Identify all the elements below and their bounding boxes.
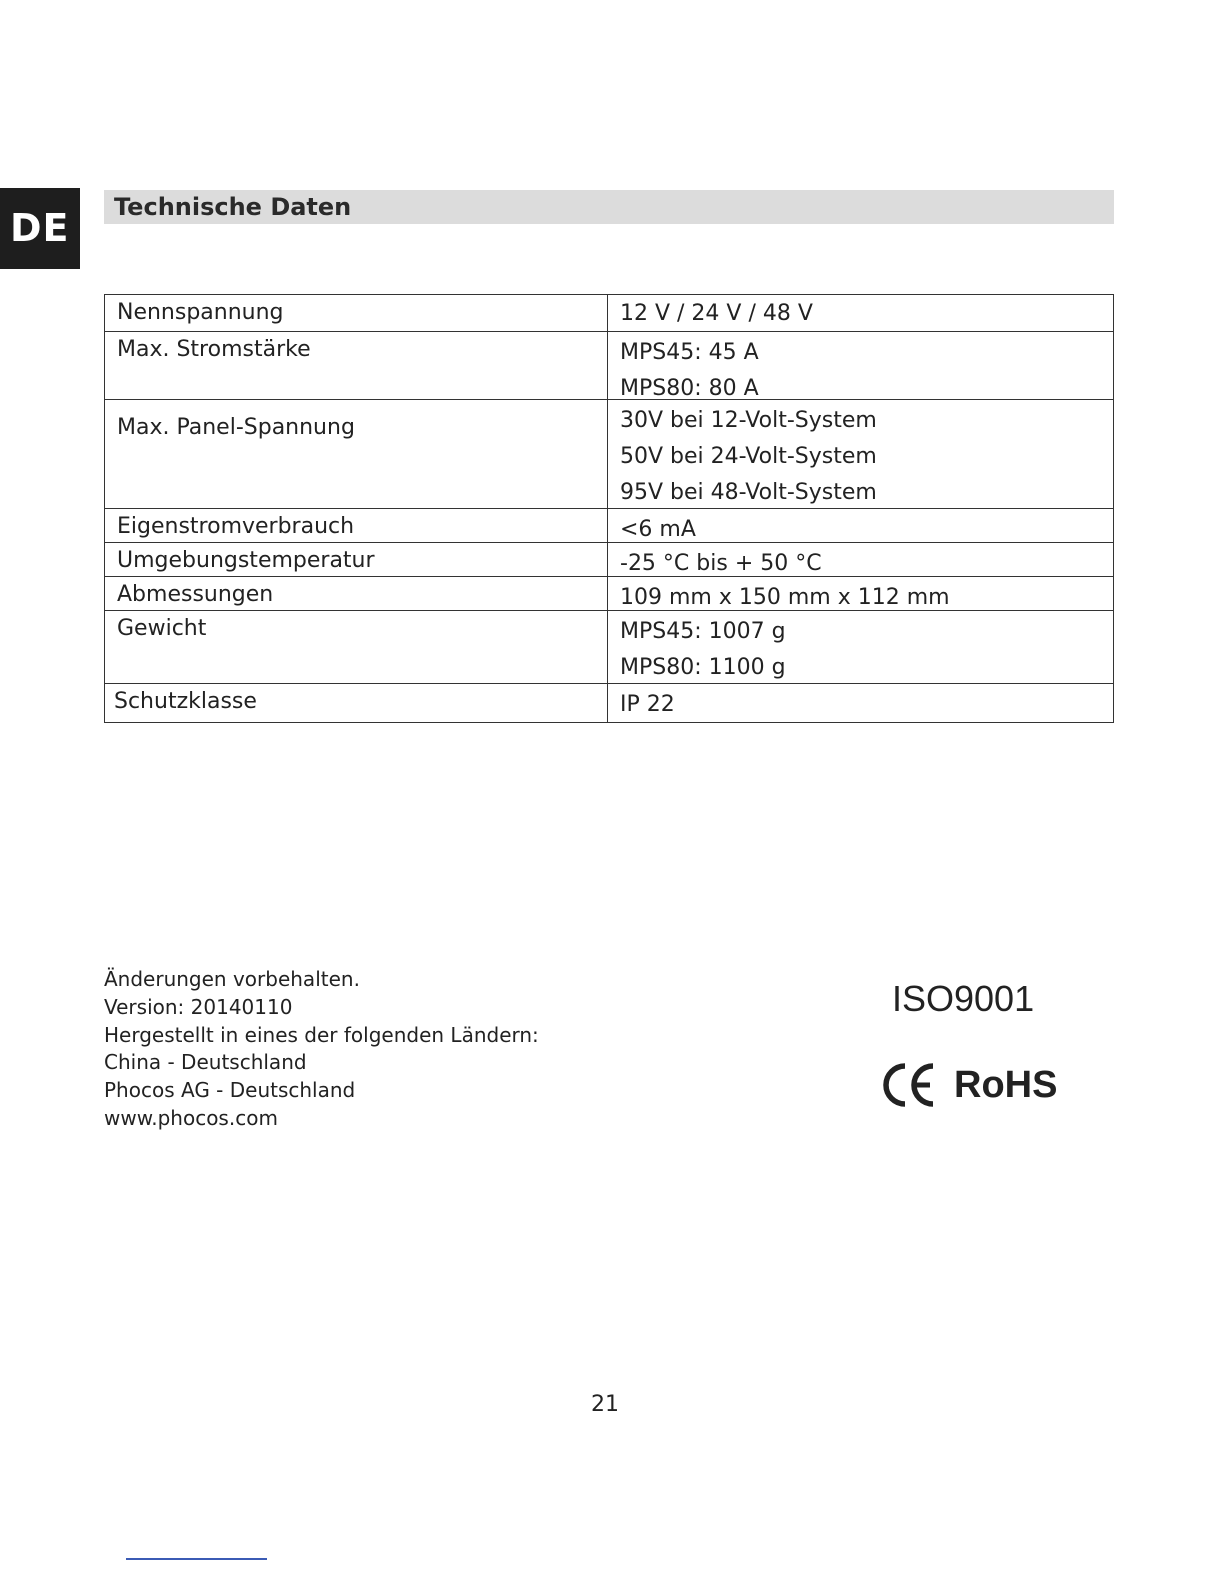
footer-line: Phocos AG - Deutschland	[104, 1078, 356, 1103]
bottom-rule	[126, 1558, 267, 1560]
spec-value: MPS45: 1007 g MPS80: 1100 g	[608, 611, 1114, 684]
spec-label: Umgebungstemperatur	[105, 543, 608, 577]
spec-value: 30V bei 12-Volt-System 50V bei 24-Volt-System 95V bei 48-Volt-System	[608, 400, 1114, 509]
spec-label: Abmessungen	[105, 577, 608, 611]
spec-label: Nennspannung	[105, 295, 608, 332]
footer-link[interactable]: www.phocos.com	[104, 1105, 278, 1130]
spec-value: <6 mA	[608, 509, 1114, 543]
table-row	[105, 400, 1114, 509]
spec-table	[104, 294, 1114, 723]
footer-line: China - Deutschland	[104, 1050, 307, 1075]
language-tab: DE	[0, 188, 80, 269]
footer-notes	[104, 966, 539, 1133]
table-row	[105, 543, 1114, 577]
spec-value: -25 °C bis + 50 °C	[608, 543, 1114, 577]
spec-value: MPS45: 45 A MPS80: 80 A	[608, 332, 1114, 400]
ce-mark-icon	[880, 1062, 940, 1108]
section-title: Technische Daten	[114, 193, 352, 221]
spec-label: Max. Panel-Spannung	[105, 400, 608, 509]
table-row	[105, 295, 1114, 332]
footer-line: Änderungen vorbehalten.	[104, 967, 360, 991]
spec-label: Max. Stromstärke	[105, 332, 608, 400]
spec-value: 109 mm x 150 mm x 112 mm	[608, 577, 1114, 611]
page-number: 21	[591, 1392, 619, 1417]
spec-value: IP 22	[608, 684, 1114, 723]
table-row	[105, 684, 1114, 723]
table-row	[105, 611, 1114, 684]
footer-line: Version: 20140110	[104, 994, 293, 1019]
spec-value: 12 V / 24 V / 48 V	[608, 295, 1114, 332]
section-header	[104, 190, 1114, 224]
table-row	[105, 577, 1114, 611]
certification-marks	[880, 1060, 1057, 1110]
iso-certification: ISO9001	[892, 978, 1035, 1019]
table-row	[105, 332, 1114, 400]
table-row	[105, 509, 1114, 543]
spec-label: Gewicht	[105, 611, 608, 684]
spec-label: Schutzklasse	[105, 684, 608, 723]
rohs-mark: RoHS	[954, 1063, 1058, 1106]
spec-label: Eigenstromverbrauch	[105, 509, 608, 543]
footer-line: Hergestellt in eines der folgenden Ländern:	[104, 1022, 539, 1047]
